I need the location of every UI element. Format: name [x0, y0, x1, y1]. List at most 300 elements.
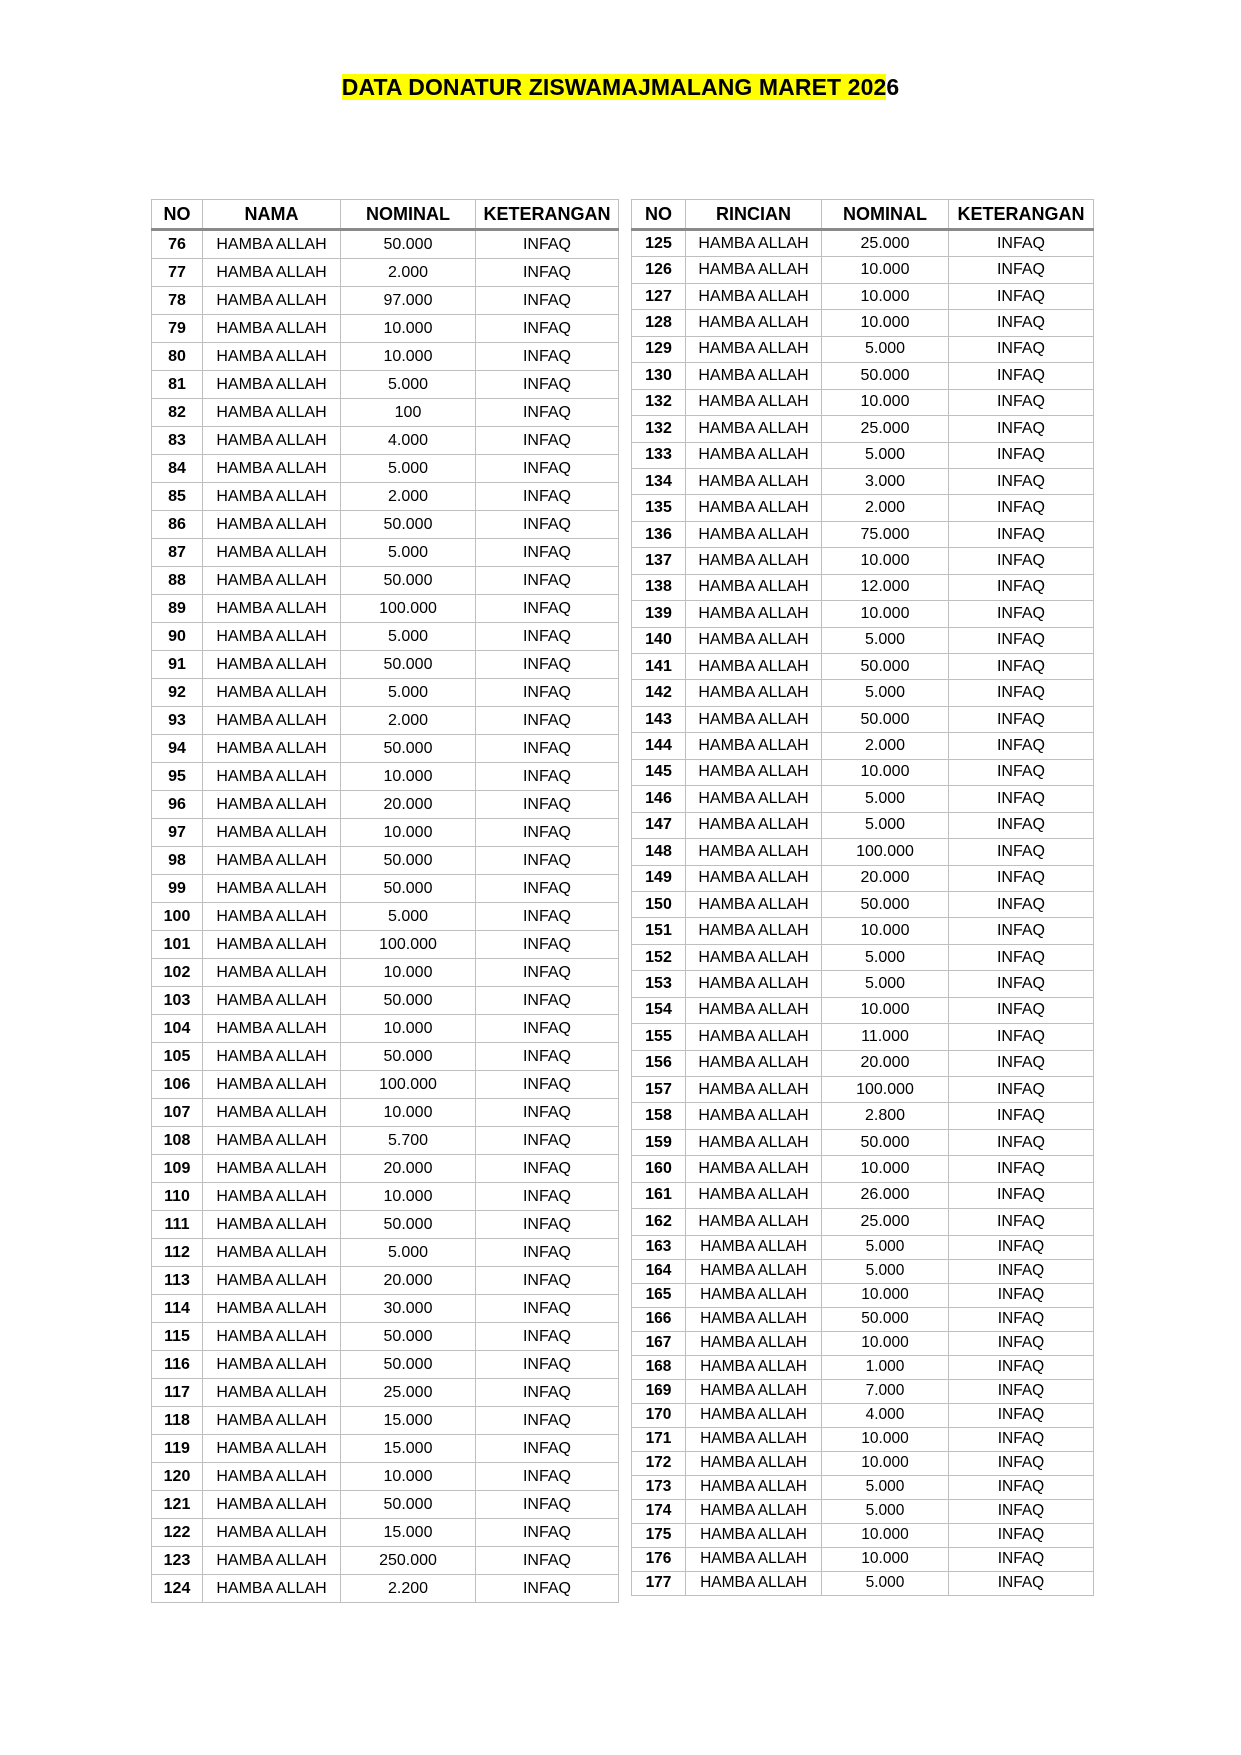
cell-name: HAMBA ALLAH — [686, 1156, 822, 1182]
cell-nominal: 20.000 — [822, 865, 949, 891]
cell-keterangan: INFAQ — [476, 539, 619, 567]
cell-no: 162 — [632, 1209, 686, 1235]
table-row — [152, 315, 619, 343]
cell-no: 117 — [152, 1379, 203, 1407]
cell-nominal: 50.000 — [822, 1129, 949, 1155]
cell-name: HAMBA ALLAH — [686, 1024, 822, 1050]
cell-keterangan: INFAQ — [949, 336, 1094, 362]
cell-name: HAMBA ALLAH — [203, 1323, 341, 1351]
cell-name: HAMBA ALLAH — [203, 987, 341, 1015]
cell-no: 114 — [152, 1295, 203, 1323]
cell-name: HAMBA ALLAH — [203, 539, 341, 567]
cell-keterangan: INFAQ — [949, 548, 1094, 574]
cell-no: 100 — [152, 903, 203, 931]
column-header-no: NO — [632, 200, 686, 230]
cell-no: 144 — [632, 733, 686, 759]
cell-name: HAMBA ALLAH — [203, 1547, 341, 1575]
table-row — [632, 1259, 1094, 1283]
cell-name: HAMBA ALLAH — [203, 1239, 341, 1267]
cell-keterangan: INFAQ — [476, 511, 619, 539]
cell-no: 107 — [152, 1099, 203, 1127]
cell-nominal: 10.000 — [341, 343, 476, 371]
cell-nominal: 5.000 — [822, 1475, 949, 1499]
table-row — [632, 495, 1094, 521]
cell-no: 153 — [632, 971, 686, 997]
cell-no: 113 — [152, 1267, 203, 1295]
cell-nominal: 50.000 — [341, 567, 476, 595]
cell-no: 77 — [152, 259, 203, 287]
page-title-rest: 6 — [886, 74, 900, 100]
cell-nominal: 25.000 — [822, 1209, 949, 1235]
cell-name: HAMBA ALLAH — [203, 371, 341, 399]
table-row — [632, 1379, 1094, 1403]
cell-no: 97 — [152, 819, 203, 847]
table-row — [632, 468, 1094, 494]
cell-keterangan: INFAQ — [476, 623, 619, 651]
cell-no: 101 — [152, 931, 203, 959]
cell-keterangan: INFAQ — [949, 1235, 1094, 1259]
cell-name: HAMBA ALLAH — [203, 595, 341, 623]
cell-keterangan: INFAQ — [476, 707, 619, 735]
cell-keterangan: INFAQ — [476, 259, 619, 287]
cell-nominal: 26.000 — [822, 1182, 949, 1208]
cell-name: HAMBA ALLAH — [686, 944, 822, 970]
table-row — [632, 336, 1094, 362]
cell-no: 76 — [152, 230, 203, 259]
cell-nominal: 50.000 — [822, 654, 949, 680]
cell-no: 138 — [632, 574, 686, 600]
table-row — [632, 1077, 1094, 1103]
cell-name: HAMBA ALLAH — [686, 230, 822, 257]
cell-no: 106 — [152, 1071, 203, 1099]
cell-no: 151 — [632, 918, 686, 944]
cell-name: HAMBA ALLAH — [686, 336, 822, 362]
table-row — [152, 1379, 619, 1407]
table-row — [152, 595, 619, 623]
cell-keterangan: INFAQ — [476, 1463, 619, 1491]
table-row — [152, 371, 619, 399]
cell-nominal: 100.000 — [822, 1077, 949, 1103]
cell-name: HAMBA ALLAH — [203, 1015, 341, 1043]
cell-no: 175 — [632, 1523, 686, 1547]
cell-name: HAMBA ALLAH — [203, 427, 341, 455]
cell-name: HAMBA ALLAH — [203, 707, 341, 735]
cell-keterangan: INFAQ — [476, 791, 619, 819]
cell-nominal: 15.000 — [341, 1407, 476, 1435]
cell-name: HAMBA ALLAH — [203, 1463, 341, 1491]
cell-keterangan: INFAQ — [949, 1475, 1094, 1499]
cell-no: 167 — [632, 1331, 686, 1355]
cell-nominal: 50.000 — [822, 891, 949, 917]
table-row — [632, 1024, 1094, 1050]
cell-no: 129 — [632, 336, 686, 362]
table-row — [632, 627, 1094, 653]
cell-keterangan: INFAQ — [476, 679, 619, 707]
cell-nominal: 25.000 — [341, 1379, 476, 1407]
cell-nominal: 50.000 — [341, 1323, 476, 1351]
cell-name: HAMBA ALLAH — [686, 468, 822, 494]
column-header-no: NO — [152, 200, 203, 230]
cell-keterangan: INFAQ — [476, 1323, 619, 1351]
cell-keterangan: INFAQ — [949, 706, 1094, 732]
cell-keterangan: INFAQ — [476, 315, 619, 343]
cell-keterangan: INFAQ — [476, 427, 619, 455]
cell-keterangan: INFAQ — [949, 865, 1094, 891]
cell-no: 104 — [152, 1015, 203, 1043]
cell-name: HAMBA ALLAH — [203, 1043, 341, 1071]
cell-nominal: 50.000 — [822, 363, 949, 389]
cell-no: 143 — [632, 706, 686, 732]
cell-keterangan: INFAQ — [476, 1127, 619, 1155]
cell-keterangan: INFAQ — [476, 371, 619, 399]
table-row — [152, 1547, 619, 1575]
table-row — [152, 1127, 619, 1155]
cell-name: HAMBA ALLAH — [686, 389, 822, 415]
cell-keterangan: INFAQ — [949, 1129, 1094, 1155]
cell-keterangan: INFAQ — [949, 1259, 1094, 1283]
table-row — [632, 786, 1094, 812]
cell-no: 157 — [632, 1077, 686, 1103]
cell-keterangan: INFAQ — [949, 1283, 1094, 1307]
table-row — [632, 442, 1094, 468]
table-row — [632, 759, 1094, 785]
table-row — [632, 283, 1094, 309]
table-row — [632, 706, 1094, 732]
cell-nominal: 10.000 — [341, 819, 476, 847]
cell-keterangan: INFAQ — [476, 1211, 619, 1239]
cell-nominal: 2.000 — [341, 259, 476, 287]
cell-name: HAMBA ALLAH — [203, 1519, 341, 1547]
cell-no: 102 — [152, 959, 203, 987]
cell-keterangan: INFAQ — [949, 363, 1094, 389]
cell-keterangan: INFAQ — [949, 759, 1094, 785]
cell-no: 155 — [632, 1024, 686, 1050]
cell-keterangan: INFAQ — [949, 389, 1094, 415]
cell-nominal: 5.000 — [822, 812, 949, 838]
cell-keterangan: INFAQ — [476, 959, 619, 987]
cell-nominal: 5.000 — [822, 442, 949, 468]
table-row — [632, 1182, 1094, 1208]
cell-nominal: 5.000 — [822, 336, 949, 362]
table-row — [152, 763, 619, 791]
cell-no: 109 — [152, 1155, 203, 1183]
cell-name: HAMBA ALLAH — [686, 1283, 822, 1307]
cell-keterangan: INFAQ — [949, 1103, 1094, 1129]
table-row — [632, 918, 1094, 944]
cell-keterangan: INFAQ — [476, 1099, 619, 1127]
cell-nominal: 15.000 — [341, 1519, 476, 1547]
table-row — [152, 455, 619, 483]
cell-name: HAMBA ALLAH — [203, 567, 341, 595]
cell-keterangan: INFAQ — [476, 763, 619, 791]
table-row — [152, 819, 619, 847]
cell-nominal: 10.000 — [822, 1283, 949, 1307]
cell-no: 124 — [152, 1575, 203, 1603]
cell-name: HAMBA ALLAH — [686, 1571, 822, 1595]
table-row — [152, 259, 619, 287]
cell-no: 163 — [632, 1235, 686, 1259]
cell-name: HAMBA ALLAH — [203, 847, 341, 875]
cell-nominal: 5.000 — [822, 1499, 949, 1523]
cell-no: 133 — [632, 442, 686, 468]
table-row — [152, 511, 619, 539]
cell-name: HAMBA ALLAH — [686, 997, 822, 1023]
table-row — [152, 1211, 619, 1239]
table-row — [632, 363, 1094, 389]
cell-no: 130 — [632, 363, 686, 389]
cell-name: HAMBA ALLAH — [686, 1427, 822, 1451]
column-header-rincian: RINCIAN — [686, 200, 822, 230]
cell-nominal: 50.000 — [341, 1351, 476, 1379]
cell-keterangan: INFAQ — [476, 455, 619, 483]
cell-no: 160 — [632, 1156, 686, 1182]
cell-no: 135 — [632, 495, 686, 521]
cell-keterangan: INFAQ — [949, 1050, 1094, 1076]
cell-keterangan: INFAQ — [949, 1571, 1094, 1595]
cell-nominal: 2.800 — [822, 1103, 949, 1129]
cell-no: 139 — [632, 601, 686, 627]
cell-no: 161 — [632, 1182, 686, 1208]
cell-no: 164 — [632, 1259, 686, 1283]
table-row — [152, 1575, 619, 1603]
cell-name: HAMBA ALLAH — [686, 759, 822, 785]
table-row — [632, 1403, 1094, 1427]
cell-name: HAMBA ALLAH — [686, 1523, 822, 1547]
table-row — [152, 1407, 619, 1435]
table-row — [632, 891, 1094, 917]
cell-name: HAMBA ALLAH — [203, 763, 341, 791]
cell-keterangan: INFAQ — [476, 1295, 619, 1323]
donor-table-left — [151, 199, 619, 1603]
table-row — [152, 651, 619, 679]
cell-nominal: 100.000 — [341, 931, 476, 959]
cell-nominal: 20.000 — [341, 1155, 476, 1183]
cell-no: 170 — [632, 1403, 686, 1427]
cell-name: HAMBA ALLAH — [686, 1475, 822, 1499]
donor-table-right — [631, 199, 1094, 1596]
table-row — [632, 1209, 1094, 1235]
table-row — [632, 574, 1094, 600]
table-row — [632, 1475, 1094, 1499]
table-row — [632, 839, 1094, 865]
column-header-nama: NAMA — [203, 200, 341, 230]
cell-nominal: 10.000 — [341, 959, 476, 987]
cell-nominal: 10.000 — [822, 257, 949, 283]
cell-no: 132 — [632, 389, 686, 415]
cell-nominal: 10.000 — [822, 1156, 949, 1182]
cell-keterangan: INFAQ — [476, 651, 619, 679]
cell-nominal: 50.000 — [341, 651, 476, 679]
table-row — [632, 1451, 1094, 1475]
cell-name: HAMBA ALLAH — [203, 651, 341, 679]
cell-nominal: 100 — [341, 399, 476, 427]
cell-no: 84 — [152, 455, 203, 483]
cell-nominal: 10.000 — [822, 548, 949, 574]
cell-no: 171 — [632, 1427, 686, 1451]
cell-nominal: 10.000 — [822, 1547, 949, 1571]
cell-no: 136 — [632, 521, 686, 547]
table-row — [632, 1547, 1094, 1571]
table-row — [152, 1267, 619, 1295]
cell-name: HAMBA ALLAH — [203, 819, 341, 847]
cell-nominal: 2.000 — [822, 495, 949, 521]
cell-nominal: 100.000 — [341, 595, 476, 623]
cell-nominal: 10.000 — [822, 1523, 949, 1547]
cell-keterangan: INFAQ — [476, 399, 619, 427]
table-row — [152, 1071, 619, 1099]
cell-no: 85 — [152, 483, 203, 511]
table-row — [152, 427, 619, 455]
cell-nominal: 5.000 — [341, 371, 476, 399]
cell-name: HAMBA ALLAH — [203, 903, 341, 931]
cell-nominal: 10.000 — [341, 1015, 476, 1043]
table-row — [152, 343, 619, 371]
cell-keterangan: INFAQ — [476, 931, 619, 959]
cell-nominal: 5.000 — [341, 539, 476, 567]
cell-nominal: 5.000 — [341, 455, 476, 483]
cell-no: 174 — [632, 1499, 686, 1523]
table-row — [152, 399, 619, 427]
cell-name: HAMBA ALLAH — [203, 1267, 341, 1295]
cell-name: HAMBA ALLAH — [686, 1050, 822, 1076]
cell-keterangan: INFAQ — [476, 1407, 619, 1435]
cell-name: HAMBA ALLAH — [686, 1235, 822, 1259]
table-header-row — [152, 200, 619, 230]
cell-no: 80 — [152, 343, 203, 371]
table-row — [152, 1099, 619, 1127]
cell-name: HAMBA ALLAH — [686, 1209, 822, 1235]
cell-keterangan: INFAQ — [949, 627, 1094, 653]
cell-nominal: 100.000 — [822, 839, 949, 865]
table-row — [152, 1463, 619, 1491]
cell-keterangan: INFAQ — [476, 230, 619, 259]
cell-no: 134 — [632, 468, 686, 494]
cell-name: HAMBA ALLAH — [686, 416, 822, 442]
table-row — [632, 733, 1094, 759]
cell-no: 90 — [152, 623, 203, 651]
cell-nominal: 50.000 — [341, 875, 476, 903]
cell-nominal: 10.000 — [341, 763, 476, 791]
table-row — [152, 1491, 619, 1519]
cell-name: HAMBA ALLAH — [686, 574, 822, 600]
table-row — [632, 971, 1094, 997]
cell-no: 105 — [152, 1043, 203, 1071]
table-row — [152, 230, 619, 259]
page-title-highlighted: DATA DONATUR ZISWAMAJMALANG MARET 202 — [341, 74, 887, 100]
cell-name: HAMBA ALLAH — [686, 1379, 822, 1403]
cell-name: HAMBA ALLAH — [686, 1129, 822, 1155]
table-row — [632, 416, 1094, 442]
cell-no: 81 — [152, 371, 203, 399]
cell-no: 98 — [152, 847, 203, 875]
table-row — [152, 959, 619, 987]
cell-keterangan: INFAQ — [476, 903, 619, 931]
cell-name: HAMBA ALLAH — [203, 511, 341, 539]
table-row — [152, 987, 619, 1015]
cell-keterangan: INFAQ — [476, 595, 619, 623]
cell-nominal: 75.000 — [822, 521, 949, 547]
table-row — [152, 903, 619, 931]
cell-name: HAMBA ALLAH — [203, 455, 341, 483]
table-row — [152, 1435, 619, 1463]
cell-no: 166 — [632, 1307, 686, 1331]
cell-nominal: 5.000 — [822, 786, 949, 812]
cell-no: 93 — [152, 707, 203, 735]
table-row — [152, 1183, 619, 1211]
cell-keterangan: INFAQ — [949, 257, 1094, 283]
cell-nominal: 10.000 — [341, 1183, 476, 1211]
cell-name: HAMBA ALLAH — [203, 259, 341, 287]
cell-name: HAMBA ALLAH — [686, 521, 822, 547]
cell-keterangan: INFAQ — [949, 1523, 1094, 1547]
cell-name: HAMBA ALLAH — [686, 1307, 822, 1331]
page-title — [0, 74, 1241, 101]
table-row — [632, 1129, 1094, 1155]
cell-keterangan: INFAQ — [949, 1451, 1094, 1475]
cell-nominal: 100.000 — [341, 1071, 476, 1099]
table-row — [632, 1571, 1094, 1595]
cell-name: HAMBA ALLAH — [203, 1379, 341, 1407]
cell-name: HAMBA ALLAH — [203, 483, 341, 511]
cell-nominal: 10.000 — [822, 997, 949, 1023]
table-row — [632, 1355, 1094, 1379]
cell-nominal: 10.000 — [822, 389, 949, 415]
cell-keterangan: INFAQ — [476, 1435, 619, 1463]
table-row — [632, 310, 1094, 336]
table-row — [632, 997, 1094, 1023]
table-row — [152, 1015, 619, 1043]
cell-keterangan: INFAQ — [949, 1077, 1094, 1103]
cell-no: 123 — [152, 1547, 203, 1575]
cell-nominal: 10.000 — [822, 1451, 949, 1475]
table-row — [632, 1307, 1094, 1331]
cell-name: HAMBA ALLAH — [203, 230, 341, 259]
cell-keterangan: INFAQ — [949, 1427, 1094, 1451]
table-row — [152, 483, 619, 511]
cell-keterangan: INFAQ — [949, 416, 1094, 442]
cell-name: HAMBA ALLAH — [686, 1182, 822, 1208]
cell-name: HAMBA ALLAH — [686, 865, 822, 891]
table-row — [152, 539, 619, 567]
cell-name: HAMBA ALLAH — [686, 1103, 822, 1129]
cell-keterangan: INFAQ — [949, 1182, 1094, 1208]
cell-keterangan: INFAQ — [949, 601, 1094, 627]
cell-no: 128 — [632, 310, 686, 336]
cell-nominal: 50.000 — [341, 735, 476, 763]
cell-no: 86 — [152, 511, 203, 539]
cell-keterangan: INFAQ — [476, 1155, 619, 1183]
cell-nominal: 20.000 — [822, 1050, 949, 1076]
cell-nominal: 5.000 — [822, 971, 949, 997]
cell-name: HAMBA ALLAH — [686, 918, 822, 944]
table-row — [632, 601, 1094, 627]
cell-nominal: 5.000 — [341, 679, 476, 707]
cell-no: 115 — [152, 1323, 203, 1351]
cell-keterangan: INFAQ — [476, 847, 619, 875]
cell-nominal: 5.700 — [341, 1127, 476, 1155]
cell-keterangan: INFAQ — [476, 1183, 619, 1211]
table-row — [152, 1351, 619, 1379]
table-row — [632, 521, 1094, 547]
table-row — [152, 1295, 619, 1323]
cell-nominal: 5.000 — [822, 1571, 949, 1595]
cell-keterangan: INFAQ — [476, 987, 619, 1015]
table-row — [152, 931, 619, 959]
cell-keterangan: INFAQ — [476, 287, 619, 315]
cell-keterangan: INFAQ — [949, 1547, 1094, 1571]
cell-no: 82 — [152, 399, 203, 427]
cell-no: 147 — [632, 812, 686, 838]
